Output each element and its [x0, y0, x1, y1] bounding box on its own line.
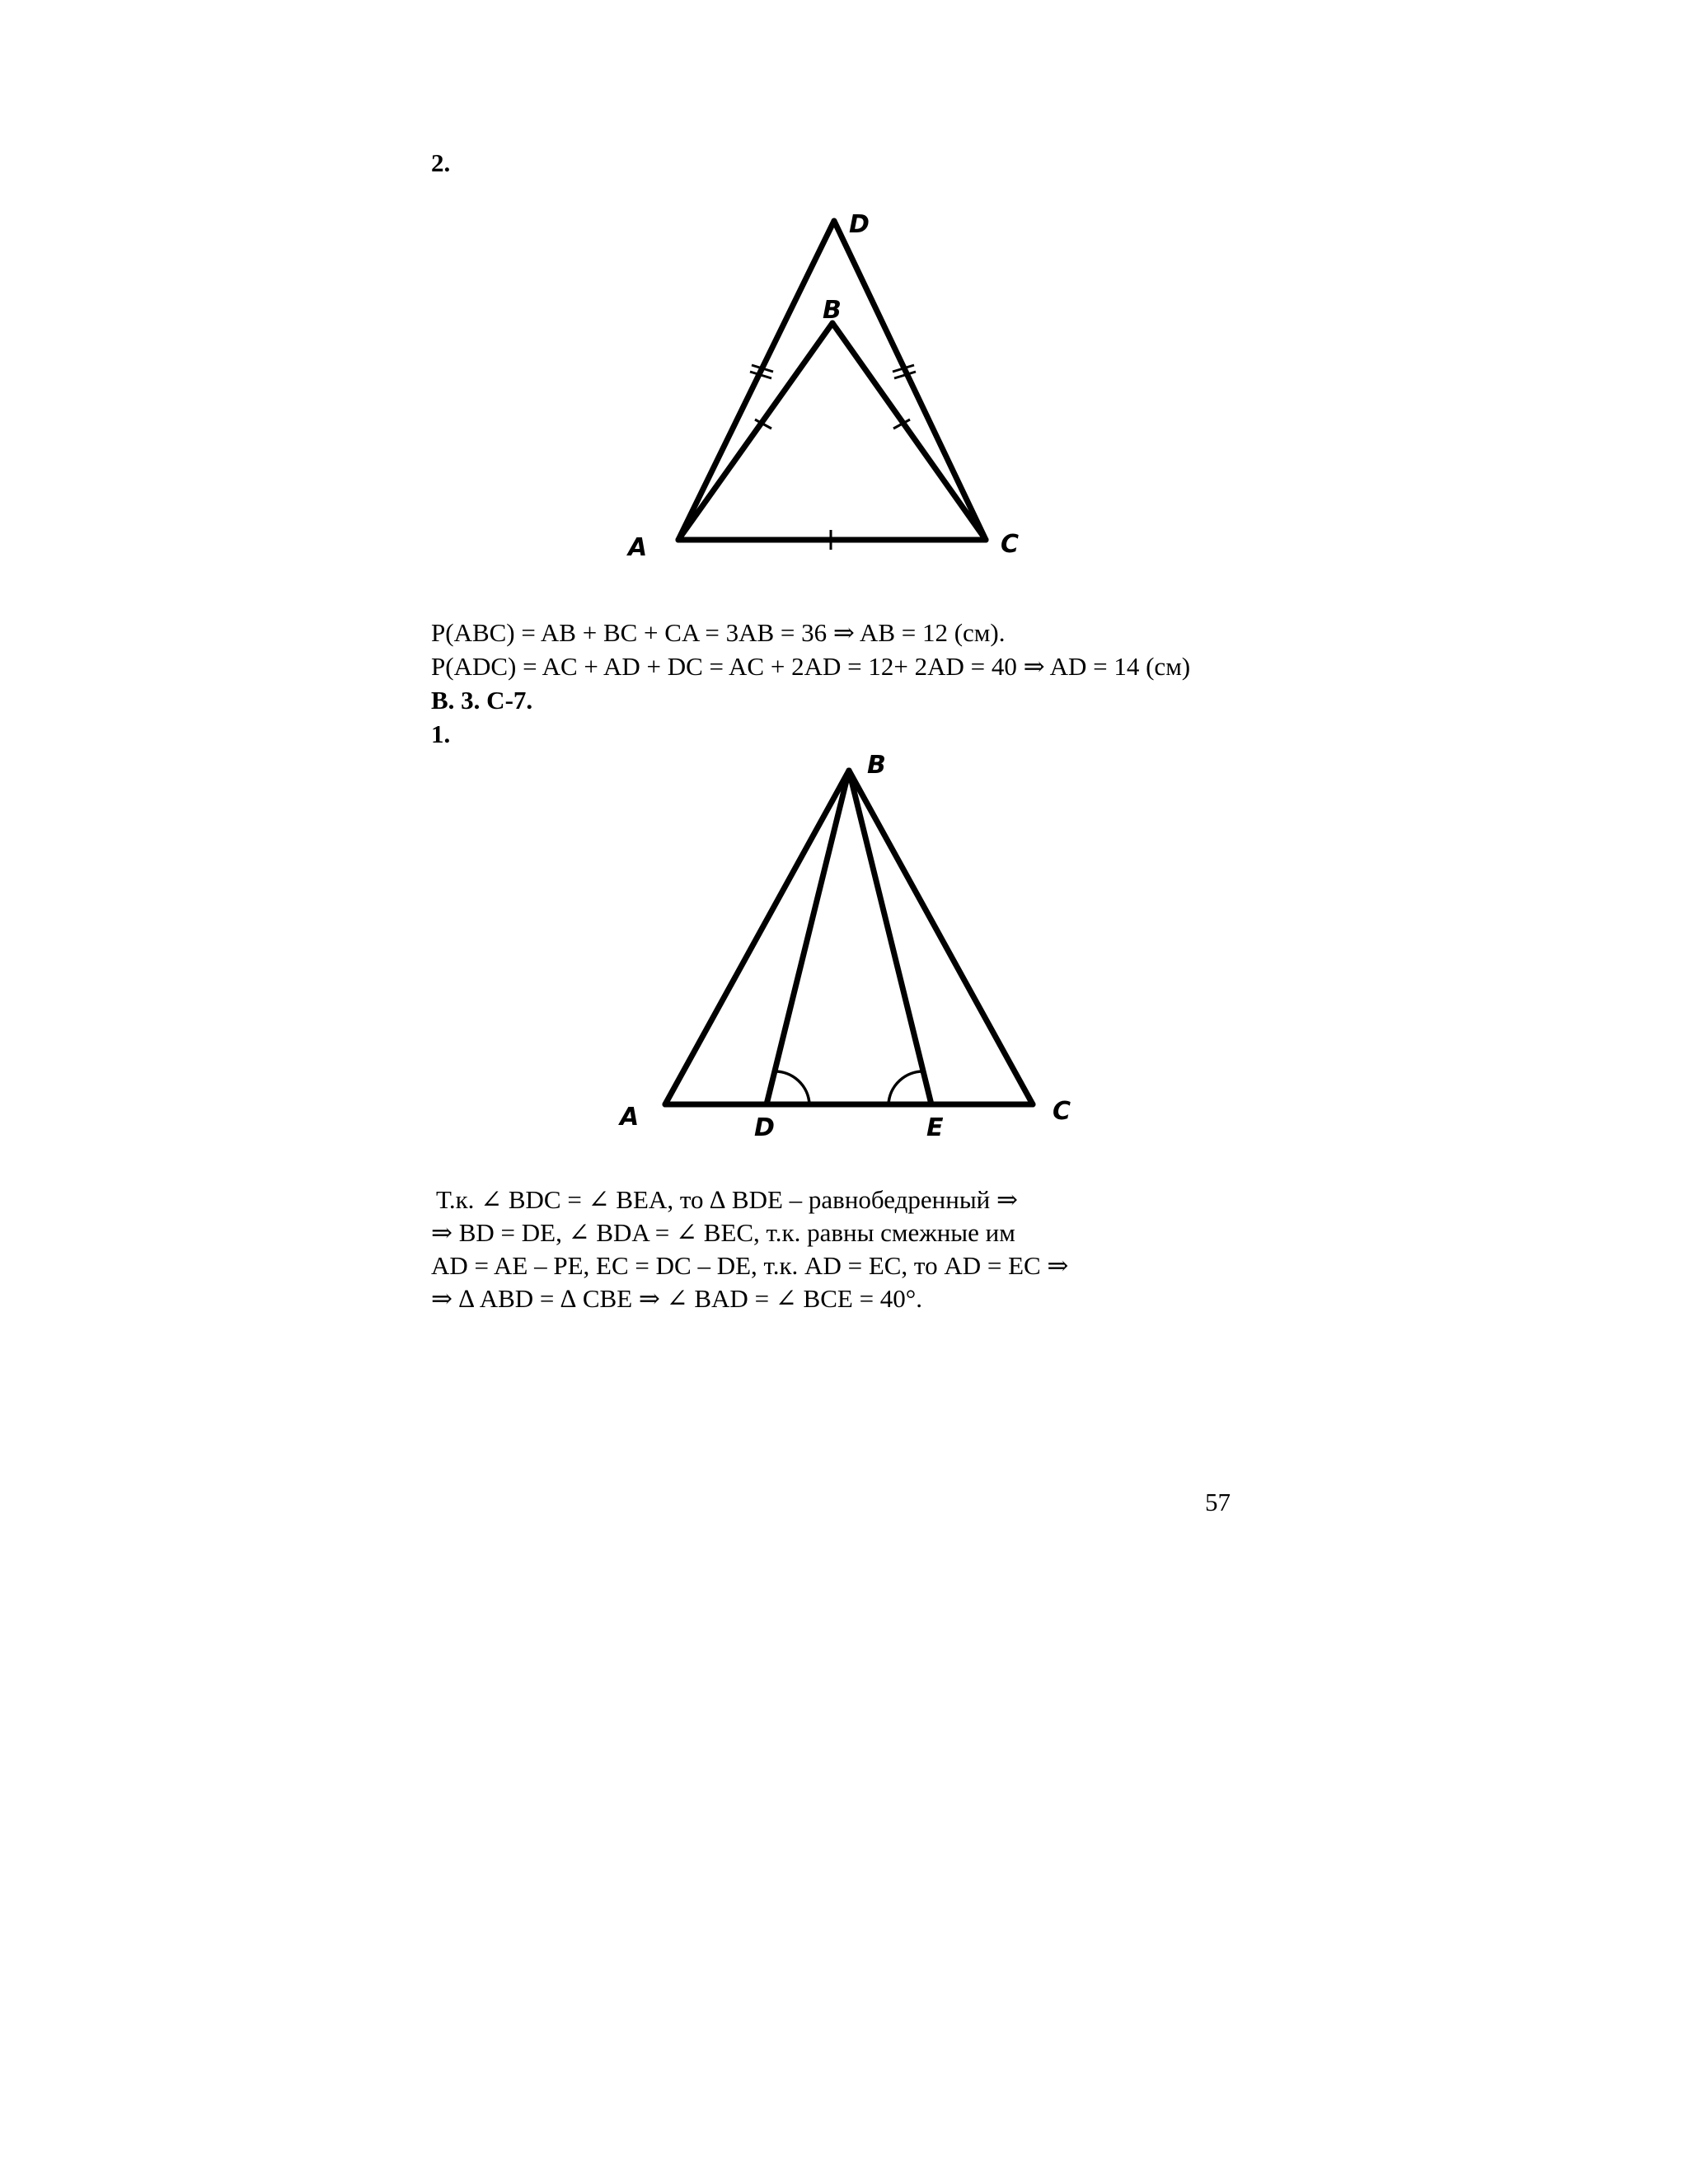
segment-bc [832, 323, 986, 540]
equation-perimeter-adc: P(ADC) = AC + AD + DC = AC + 2AD = 12+ 2AD = 40 ⇒ AD = 14 (см) [431, 652, 1191, 681]
label-e: E [926, 1113, 944, 1142]
problem-number: 1. [431, 719, 451, 748]
label-d: D [754, 1113, 775, 1142]
angle-arc-bea [889, 1071, 924, 1104]
label-d: D [849, 210, 870, 239]
solution-line-1: Т.к. ∠ BDC = ∠ BEA, то ∆ BDE – равнобедренный ⇒ [436, 1185, 1018, 1214]
segment-be [849, 771, 931, 1104]
segment-ab [678, 323, 832, 540]
figure-triangle-bde [610, 742, 1088, 1154]
solution-line-2: ⇒ BD = DE, ∠ BDA = ∠ BEC, т.к. равны смежные им [431, 1218, 1015, 1247]
segment-ad [678, 221, 834, 540]
label-c: C [1053, 1097, 1071, 1126]
angle-arc-bdc [774, 1071, 809, 1104]
label-b: B [867, 751, 886, 780]
section-heading: В. 3. С-7. [431, 686, 533, 715]
label-a: A [628, 533, 648, 562]
label-b: B [823, 296, 842, 325]
segment-bd [767, 771, 849, 1104]
tick-marks [750, 365, 916, 550]
solution-line-4: ⇒ ∆ ABD = ∆ CBE ⇒ ∠ BAD = ∠ BCE = 40°. [431, 1284, 922, 1313]
problem-number: 2. [431, 148, 451, 177]
page-number: 57 [1205, 1488, 1231, 1516]
equation-perimeter-abc: P(ABC) = AB + BC + CA = 3AB = 36 ⇒ AB = 12 (см). [431, 618, 1006, 647]
label-a: A [620, 1103, 640, 1132]
segment-dc [834, 221, 986, 540]
segment-ab [665, 771, 849, 1104]
solution-line-3: AD = AE – PE, EC = DC – DE, т.к. AD = EC, то AD = EC ⇒ [431, 1251, 1069, 1280]
label-c: C [1001, 530, 1020, 559]
segment-bc [849, 771, 1033, 1104]
figure-triangles-abc-adc [593, 198, 1039, 585]
